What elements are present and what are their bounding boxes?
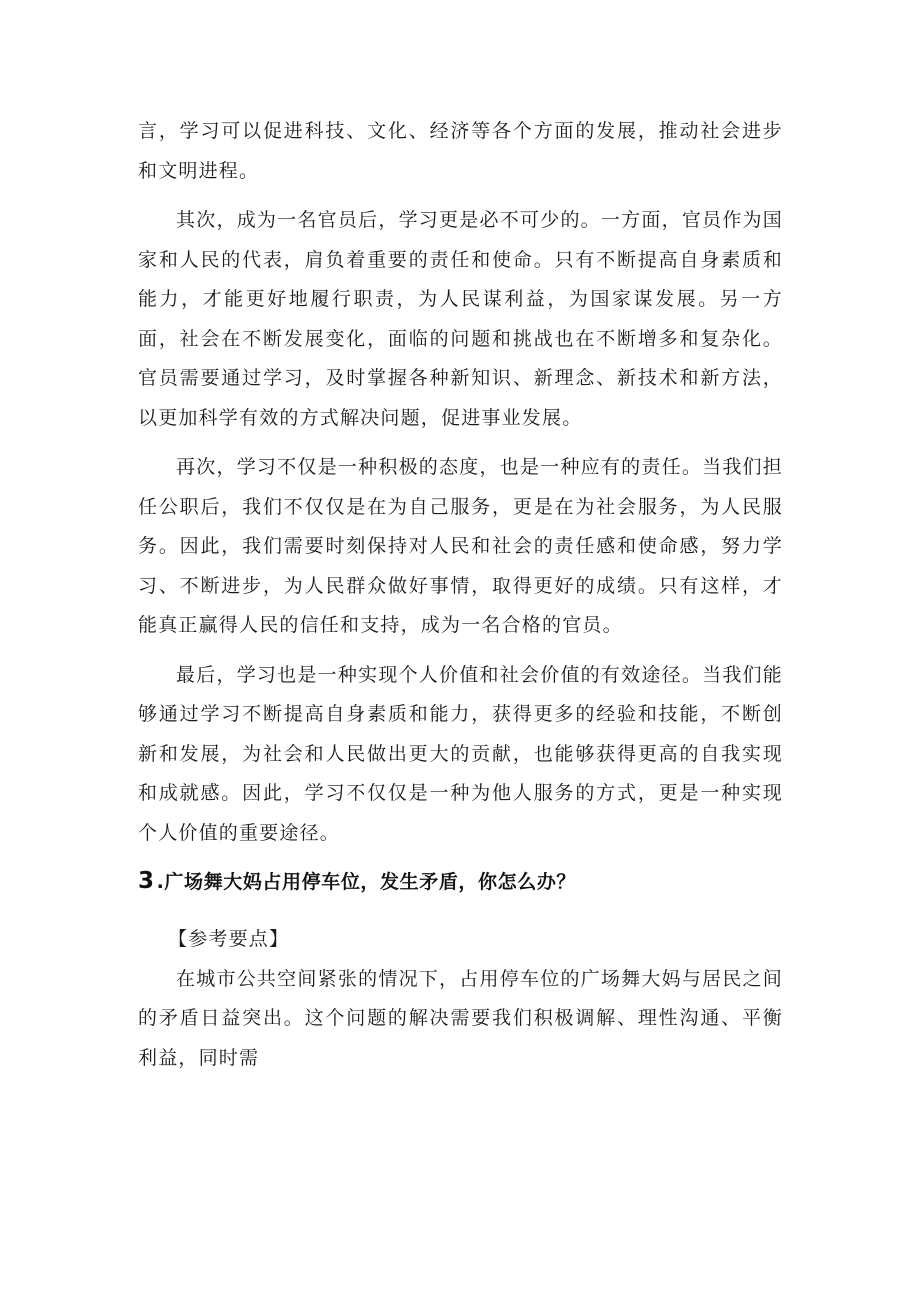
answer-paragraph: 在城市公共空间紧张的情况下，占用停车位的广场舞大妈与居民之间的矛盾日益突出。这个问题的解决需要我们积极调解、理性沟通、平衡利益，同时需	[138, 967, 783, 1069]
paragraph-finally: 最后，学习也是一种实现个人价值和社会价值的有效途径。当我们能够通过学习不断提高自身素质和能力，获得更多的经验和技能，不断创新和发展，为社会和人民做出更大的贡献，也能够获得更高的自我实现和成就感。因此，学习不仅仅是一种为他人服务的方式，更是一种实现个人价值的重要途径。	[138, 663, 783, 844]
reference-label: 【参考要点】	[168, 928, 290, 950]
question-heading	[138, 861, 783, 902]
paragraph-continuation: 言，学习可以促进科技、文化、经济等各个方面的发展，推动社会进步和文明进程。	[138, 120, 783, 182]
paragraph-secondly: 其次，成为一名官员后，学习更是必不可少的。一方面，官员作为国家和人民的代表，肩负着重要的责任和使命。只有不断提高自身素质和能力，才能更好地履行职责，为人民谋利益，为国家谋发展。另一方面，社会在不断发展变化，面临的问题和挑战也在不断增多和复杂化。官员需要通过学习，及时掌握各种新知识、新理念、新技术和新方法，以更加科学有效的方式解决问题，促进事业发展。	[138, 209, 783, 429]
document-page	[138, 112, 783, 1078]
question-number: 3	[138, 868, 155, 894]
paragraph-thirdly: 再次，学习不仅是一种积极的态度，也是一种应有的责任。当我们担任公职后，我们不仅仅是在为自己服务，更是在为社会服务，为人民服务。因此，我们需要时刻保持对人民和社会的责任感和使命感，努力学习、不断进步，为人民群众做好事情，取得更好的成绩。只有这样，才能真正赢得人民的信任和支持，成为一名合格的官员。	[138, 456, 783, 636]
question-text: .广场舞大妈占用停车位，发生矛盾，你怎么办？	[156, 871, 577, 893]
